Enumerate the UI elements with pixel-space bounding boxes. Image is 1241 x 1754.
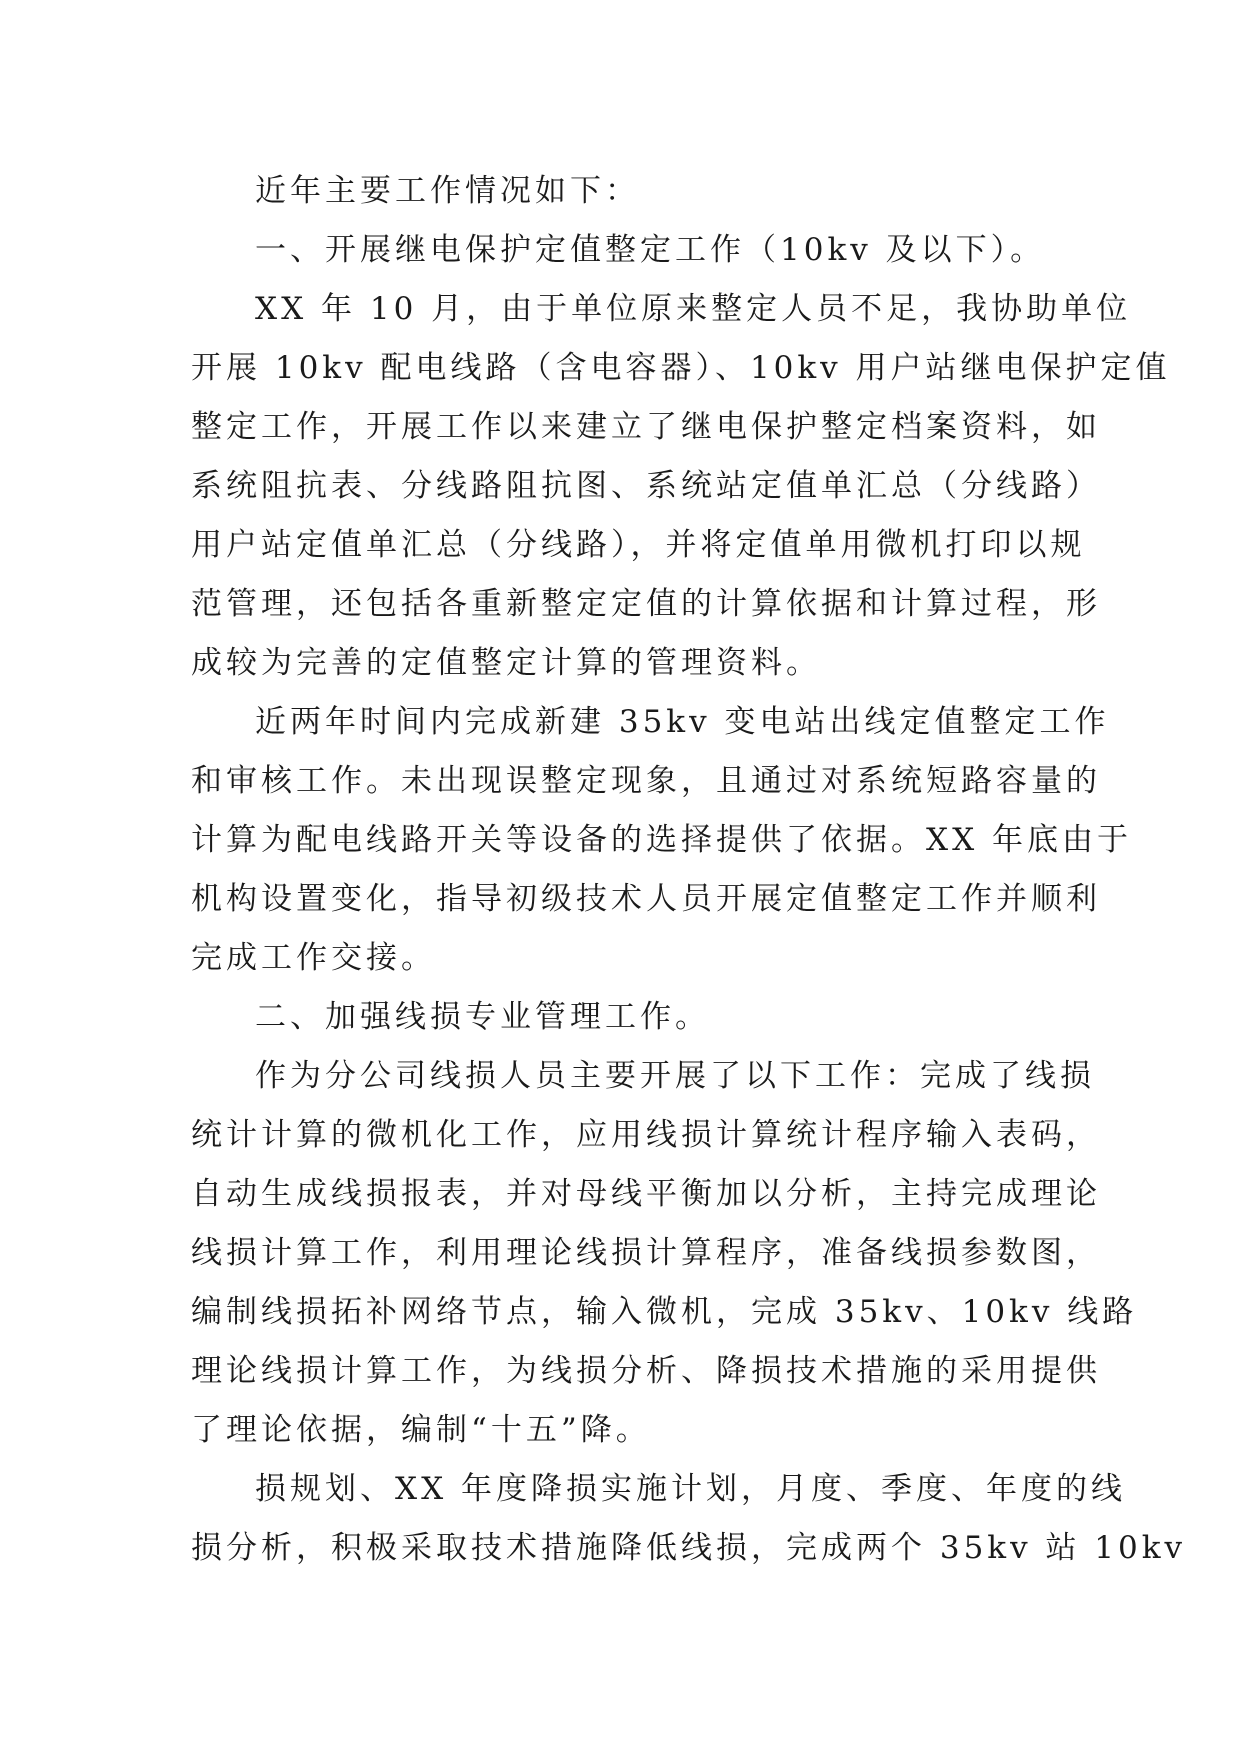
paragraph-line: 完成工作交接。: [191, 940, 436, 976]
paragraph-line: 了理论依据，编制“十五”降。: [191, 1412, 651, 1448]
paragraph-line: 计算为配电线路开关等设备的选择提供了依据。XX 年底由于: [191, 822, 1132, 858]
paragraph-line: 损规划、XX 年度降损实施计划，月度、季度、年度的线: [255, 1471, 1126, 1507]
paragraph-line: 理论线损计算工作，为线损分析、降损技术措施的采用提供: [191, 1353, 1101, 1389]
section-heading-1: 一、开展继电保护定值整定工作（10kv 及以下）。: [255, 232, 1046, 268]
paragraph-line: 用户站定值单汇总（分线路），并将定值单用微机打印以规: [191, 527, 1086, 563]
paragraph-line: 线损计算工作，利用理论线损计算程序，准备线损参数图，: [191, 1235, 1101, 1271]
paragraph-line: 统计计算的微机化工作，应用线损计算统计程序输入表码，: [191, 1117, 1101, 1153]
paragraph-line: 范管理，还包括各重新整定定值的计算依据和计算过程，形: [191, 586, 1101, 622]
paragraph-line: 成较为完善的定值整定计算的管理资料。: [191, 645, 821, 681]
paragraph-line: 近两年时间内完成新建 35kv 变电站出线定值整定工作: [255, 704, 1110, 740]
paragraph-line: 近年主要工作情况如下：: [255, 173, 640, 209]
paragraph-line: 作为分公司线损人员主要开展了以下工作：完成了线损: [255, 1058, 1095, 1094]
document-body: [191, 162, 1187, 1578]
paragraph-line: 机构设置变化，指导初级技术人员开展定值整定工作并顺利: [191, 881, 1101, 917]
paragraph-line: 编制线损拓补网络节点，输入微机，完成 35kv、10kv 线路: [191, 1294, 1138, 1330]
paragraph-line: 损分析，积极采取技术措施降低线损，完成两个 35kv 站 10kv: [191, 1530, 1187, 1566]
paragraph-line: 系统阻抗表、分线路阻抗图、系统站定值单汇总（分线路）: [191, 468, 1101, 504]
paragraph-line: 整定工作，开展工作以来建立了继电保护整定档案资料，如: [191, 409, 1101, 445]
paragraph-line: XX 年 10 月，由于单位原来整定人员不足，我协助单位: [255, 291, 1132, 327]
paragraph-line: 自动生成线损报表，并对母线平衡加以分析，主持完成理论: [191, 1176, 1101, 1212]
section-heading-2: 二、加强线损专业管理工作。: [255, 999, 710, 1035]
paragraph-line: 开展 10kv 配电线路（含电容器）、10kv 用户站继电保护定值: [191, 350, 1171, 386]
paragraph-line: 和审核工作。未出现误整定现象，且通过对系统短路容量的: [191, 763, 1101, 799]
